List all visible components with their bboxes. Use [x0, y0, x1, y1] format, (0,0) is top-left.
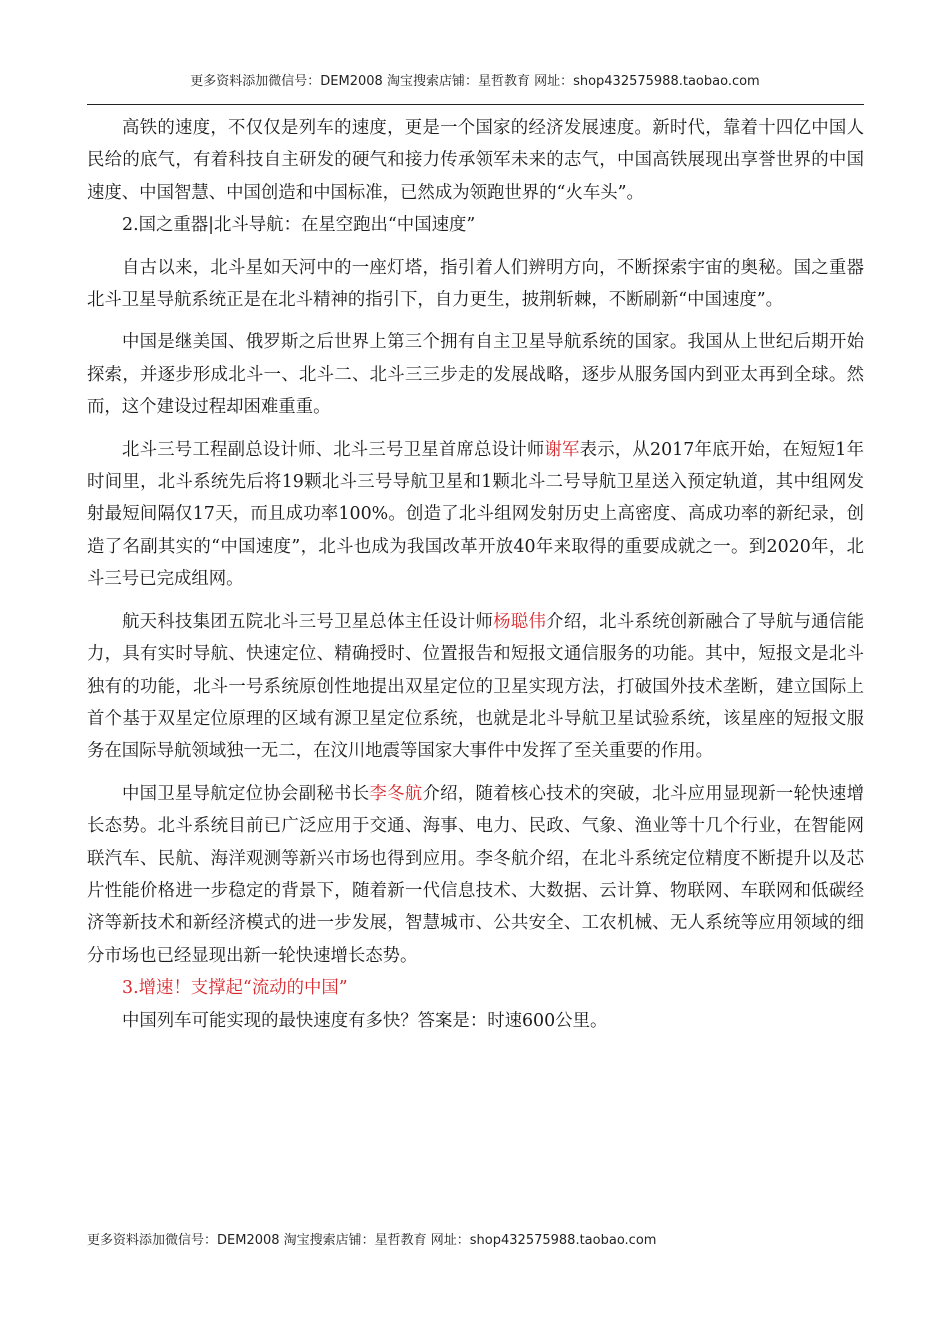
paragraph-text: 航天科技集团五院北斗三号卫星总体主任设计师 [122, 611, 494, 632]
paragraph-yang-congwei [87, 606, 864, 768]
paragraph-text: 介绍，北斗系统创新融合了导航与通信能力，具有实时导航、快速定位、精确授时、位置报告和短报文通信服务的功能。其中，短报文是北斗独有的功能，北斗一号系统原创性地提出双星定位的卫星实现方法，打破国外技术垄断，建立国际上首个基于双星定位原理的区域有源卫星定位系统，也就是北斗导航卫星试验系统，该星座的短报文服务在国际导航领域独一无二，在汶川地震等国家大事件中发挥了至关重要的作用。 [87, 611, 864, 762]
paragraph-text: 北斗三号工程副总设计师、北斗三号卫星首席总设计师 [122, 439, 545, 460]
person-name-link[interactable]: 李冬航 [369, 783, 423, 804]
person-name-link[interactable]: 杨聪伟 [493, 611, 547, 632]
paragraph-beidou-intro: 自古以来，北斗星如天河中的一座灯塔，指引着人们辨明方向，不断探索宇宙的奥秘。国之重器北斗卫星导航系统正是在北斗精神的指引下，自力更生，披荆斩棘，不断刷新“中国速度”。 [87, 257, 864, 311]
person-name-link[interactable]: 谢军 [544, 439, 580, 460]
paragraph-text: 介绍，随着核心技术的突破，北斗应用显现新一轮快速增长态势。北斗系统目前已广泛应用于交通、海事、电力、民政、气象、渔业等十几个行业，在智能网联汽车、民航、海洋观测等新兴市场也得到应用。李冬航介绍，在北斗系统定位精度不断提升以及芯片性能价格进一步稳定的背景下，随着新一代信息技术、大数据、云计算、物联网、车联网和低碳经济等新技术和新经济模式的进一步发展，智慧城市、公共安全、工农机械、无人系统等应用领域的细分市场也已经显现出新一轮快速增长态势。 [87, 783, 864, 966]
page-footer: 更多资料添加微信号：DEM2008 淘宝搜索店铺：星哲教育 网址：shop432575988.taobao.com [87, 1233, 657, 1248]
paragraph-text: 表示，从2017年底开始，在短短1年时间里，北斗系统先后将19颗北斗三号导航卫星和1颗北斗二号导航卫星送入预定轨道，其中组网发射最短间隔仅17天，而且成功率100%。创造了北斗组网发射历史上高密度、高成功率的新纪录，创造了名副其实的“中国速度”，北斗也成为我国改革开放40年来取得的重要成就之一。到2020年，北斗三号已完成组网。 [87, 439, 864, 590]
page-header: 更多资料添加微信号：DEM2008 淘宝搜索店铺：星哲教育 网址：shop432575988.taobao.com [190, 74, 760, 89]
paragraph-text: 中国卫星导航定位协会副秘书长 [122, 783, 370, 804]
paragraph-train-speed: 中国列车可能实现的最快速度有多快？答案是：时速600公里。 [122, 1010, 608, 1031]
paragraph-high-speed-rail: 高铁的速度，不仅仅是列车的速度，更是一个国家的经济发展速度。新时代，靠着十四亿中国人民给的底气，有着科技自主研发的硬气和接力传承领军未来的志气，中国高铁展现出享誉世界的中国速度、中国智慧、中国创造和中国标准，已然成为领跑世界的“火车头”。 [87, 118, 864, 203]
section-heading-beidou: 2.国之重器|北斗导航：在星空跑出“中国速度” [122, 215, 476, 236]
document-body [87, 112, 864, 1037]
paragraph-li-donghang [87, 778, 864, 972]
paragraph-xie-jun [87, 434, 864, 596]
section-heading-speedup: 3.增速！支撑起“流动的中国” [122, 978, 348, 999]
paragraph-beidou-history: 中国是继美国、俄罗斯之后世界上第三个拥有自主卫星导航系统的国家。我国从上世纪后期开始探索，并逐步形成北斗一、北斗二、北斗三三步走的发展战略，逐步从服务国内到亚太再到全球。然而，这个建设过程却困难重重。 [87, 332, 864, 418]
header-rule [87, 104, 864, 105]
